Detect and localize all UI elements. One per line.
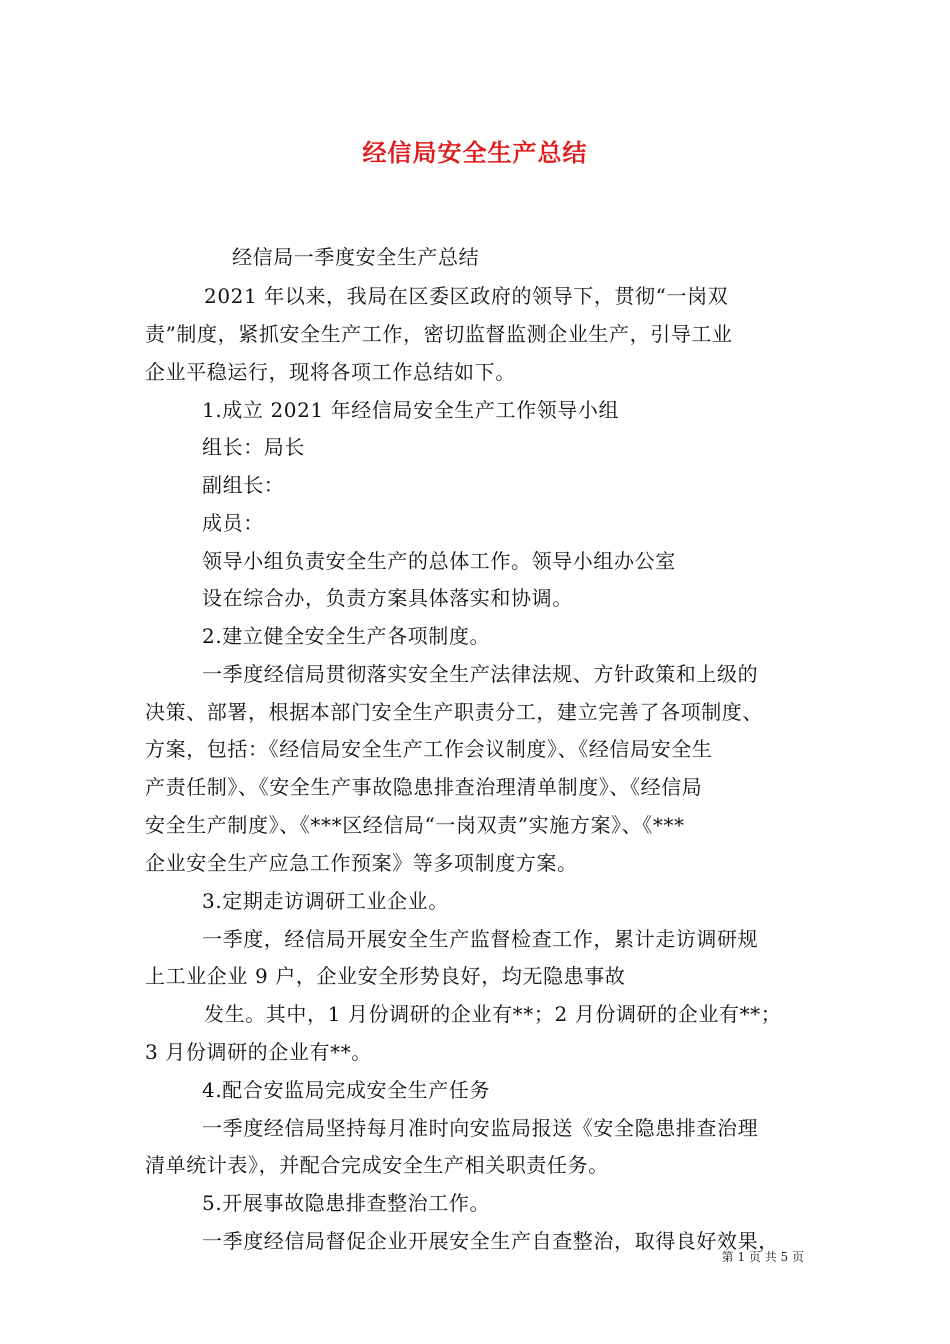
paragraph-line: 企业平稳运行，现将各项工作总结如下。 — [145, 360, 516, 384]
paragraph-line: 领导小组负责安全生产的总体工作。领导小组办公室 — [202, 549, 676, 573]
paragraph-line: 企业安全生产应急工作预案》等多项制度方案。 — [145, 851, 578, 875]
paragraph-line: 副组长： — [202, 473, 285, 497]
section-heading-3: 3.定期走访调研工业企业。 — [202, 889, 449, 913]
section-heading-1: 1.成立 2021 年经信局安全生产工作领导小组 — [202, 398, 620, 422]
paragraph-line: 方案，包括：《经信局安全生产工作会议制度》、《经信局安全生 — [145, 737, 713, 761]
section-heading-5: 5.开展事故隐患排查整治工作。 — [202, 1191, 491, 1215]
subtitle-line: 经信局一季度安全生产总结 — [232, 245, 480, 269]
page-number: 第 1 页 共 5 页 — [721, 1250, 804, 1264]
paragraph-line: 责”制度，紧抓安全生产工作，密切监督监测企业生产，引导工业 — [145, 322, 733, 346]
document-title: 经信局安全生产总结 — [362, 138, 588, 167]
paragraph-line: 清单统计表》，并配合完成安全生产相关职责任务。 — [145, 1153, 609, 1177]
paragraph-line: 一季度经信局贯彻落实安全生产法律法规、方针政策和上级的 — [202, 662, 759, 686]
paragraph-line: 安全生产制度》、《***区经信局“一岗双责”实施方案》、《*** — [145, 813, 685, 837]
section-heading-4: 4.配合安监局完成安全生产任务 — [202, 1078, 491, 1102]
paragraph-line: 组长：局长 — [202, 435, 305, 459]
paragraph-line: 一季度经信局督促企业开展安全生产自查整治，取得良好效果， — [202, 1229, 779, 1253]
paragraph-line: 发生。其中，1 月份调研的企业有**；2 月份调研的企业有**； — [204, 1002, 782, 1026]
section-heading-2: 2.建立健全安全生产各项制度。 — [202, 624, 491, 648]
paragraph-line: 产责任制》、《安全生产事故隐患排查治理清单制度》、《经信局 — [145, 775, 703, 799]
paragraph-line: 上工业企业 9 户，企业安全形势良好，均无隐患事故 — [145, 964, 626, 988]
paragraph-line: 成员： — [202, 511, 264, 535]
paragraph-line: 一季度，经信局开展安全生产监督检查工作，累计走访调研规 — [202, 927, 759, 951]
paragraph-line: 2021 年以来，我局在区委区政府的领导下，贯彻“一岗双 — [204, 284, 729, 308]
paragraph-line: 3 月份调研的企业有**。 — [145, 1040, 372, 1064]
paragraph-line: 决策、部署，根据本部门安全生产职责分工，建立完善了各项制度、 — [145, 700, 763, 724]
paragraph-line: 设在综合办，负责方案具体落实和协调。 — [202, 586, 573, 610]
paragraph-line: 一季度经信局坚持每月准时向安监局报送《安全隐患排查治理 — [202, 1116, 759, 1140]
